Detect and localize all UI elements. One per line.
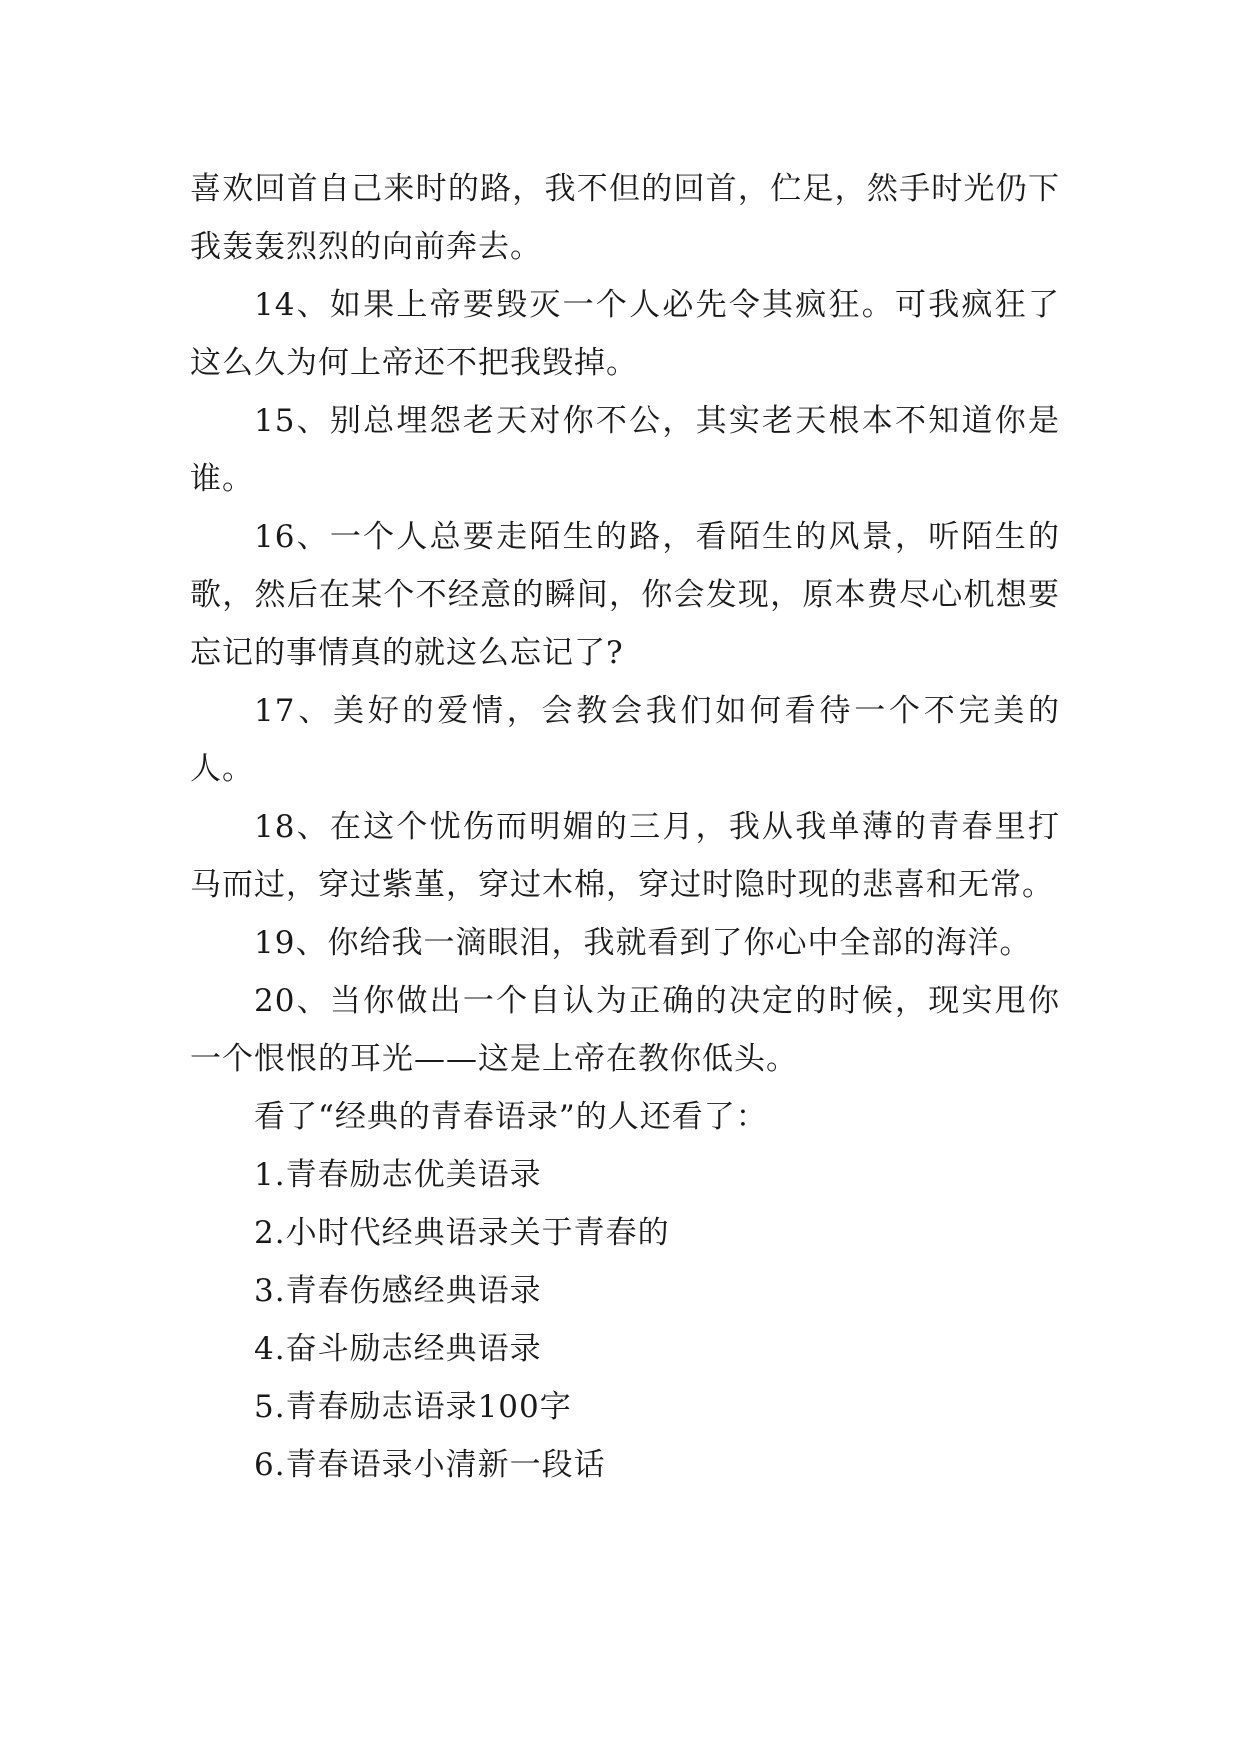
quote-19: 19、你给我一滴眼泪，我就看到了你心中全部的海洋。 xyxy=(254,925,1032,961)
related-item[interactable]: 1.青春励志优美语录 xyxy=(254,1157,542,1193)
quote-15: 15、别总埋怨老天对你不公，其实老天根本不知道你是谁。 xyxy=(190,403,1060,497)
document-body xyxy=(190,160,1060,1494)
related-item[interactable]: 6.青春语录小清新一段话 xyxy=(254,1447,606,1483)
quote-20: 20、当你做出一个自认为正确的决定的时候，现实甩你一个恨恨的耳光——这是上帝在教你低头。 xyxy=(190,983,1060,1077)
related-item[interactable]: 3.青春伤感经典语录 xyxy=(254,1273,542,1309)
related-item[interactable]: 5.青春励志语录100字 xyxy=(254,1389,572,1425)
related-item[interactable]: 4.奋斗励志经典语录 xyxy=(254,1331,542,1367)
quote-17: 17、美好的爱情，会教会我们如何看待一个不完美的人。 xyxy=(190,693,1060,787)
quote-16: 16、一个人总要走陌生的路，看陌生的风景，听陌生的歌，然后在某个不经意的瞬间，你会发现，原本费尽心机想要忘记的事情真的就这么忘记了? xyxy=(190,519,1060,671)
related-list xyxy=(190,1146,1060,1494)
paragraph-continuation: 喜欢回首自己来时的路，我不但的回首，伫足，然手时光仍下我轰轰烈烈的向前奔去。 xyxy=(190,171,1060,265)
quote-18: 18、在这个忧伤而明媚的三月，我从我单薄的青春里打马而过，穿过紫堇，穿过木棉，穿过时隐时现的悲喜和无常。 xyxy=(190,809,1060,903)
related-heading: 看了“经典的青春语录”的人还看了： xyxy=(254,1099,768,1135)
quote-14: 14、如果上帝要毁灭一个人必先令其疯狂。可我疯狂了这么久为何上帝还不把我毁掉。 xyxy=(190,287,1060,381)
related-item[interactable]: 2.小时代经典语录关于青春的 xyxy=(254,1215,670,1251)
